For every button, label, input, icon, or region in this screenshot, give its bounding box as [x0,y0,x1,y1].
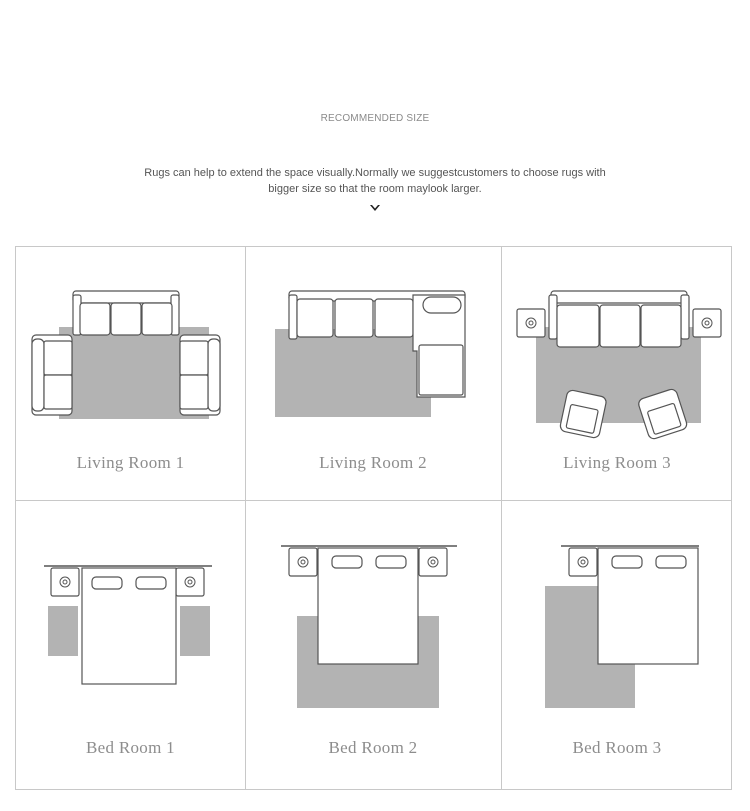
nightstand-left [289,548,317,576]
sofa-back [73,291,179,303]
nightstand-left [51,568,79,596]
sofa-cushion [335,299,373,337]
sofa-arm [549,295,557,339]
layout-bed-room-1 [16,500,245,791]
layout-label: Bed Room 1 [86,738,175,757]
armchair-cushion [44,375,72,409]
armchair-arm [208,339,220,411]
armchair-arm [32,339,44,411]
pillow [423,297,461,313]
sofa-cushion [297,299,333,337]
section-description [100,165,650,197]
description-line-2: bigger size so that the room maylook larger. [268,183,482,195]
sofa-cushion [557,305,599,347]
sofa-cushion [142,303,172,335]
pillow [376,556,406,568]
sofa-cushion [111,303,141,335]
layout-living-room-2 [245,247,501,500]
layout-living-room-1 [16,247,245,500]
pillow [612,556,642,568]
layout-label: Bed Room 3 [572,738,662,757]
nightstand-right [176,568,204,596]
sofa-cushion [80,303,110,335]
sofa-cushion [641,305,681,347]
layout-label: Living Room 3 [563,453,671,472]
pillow [136,577,166,589]
pillow [656,556,686,568]
armchair-left [559,389,607,438]
rug-left [48,606,78,656]
description-line-1: Rugs can help to extend the space visually.Normally we suggestcustomers to choose rugs with [144,167,606,179]
layout-bed-room-2 [245,500,501,791]
sofa-arm [289,295,297,339]
side-table-left [517,309,545,337]
rug [275,329,431,417]
armchair-cushion [180,341,208,375]
sofa-arm [681,295,689,339]
pillow [332,556,362,568]
rug-right [180,606,210,656]
sofa-cushion [600,305,640,347]
layout-label: Living Room 2 [319,453,427,472]
chaise-cushion [419,345,463,395]
room-layout-grid [15,246,732,790]
sofa-back [551,291,687,303]
layout-label: Living Room 1 [76,453,185,472]
sofa-cushion [375,299,413,337]
section-title: RECOMMENDED SIZE [320,113,430,124]
armchair-cushion [44,341,72,375]
nightstand-right [419,548,447,576]
layout-living-room-3 [501,247,733,500]
armchair-cushion [180,375,208,409]
layout-bed-room-3 [501,500,733,791]
side-table-right [693,309,721,337]
layout-label: Bed Room 2 [328,738,418,757]
pillow [92,577,122,589]
nightstand [569,548,597,576]
chevron-down-icon [369,203,381,213]
